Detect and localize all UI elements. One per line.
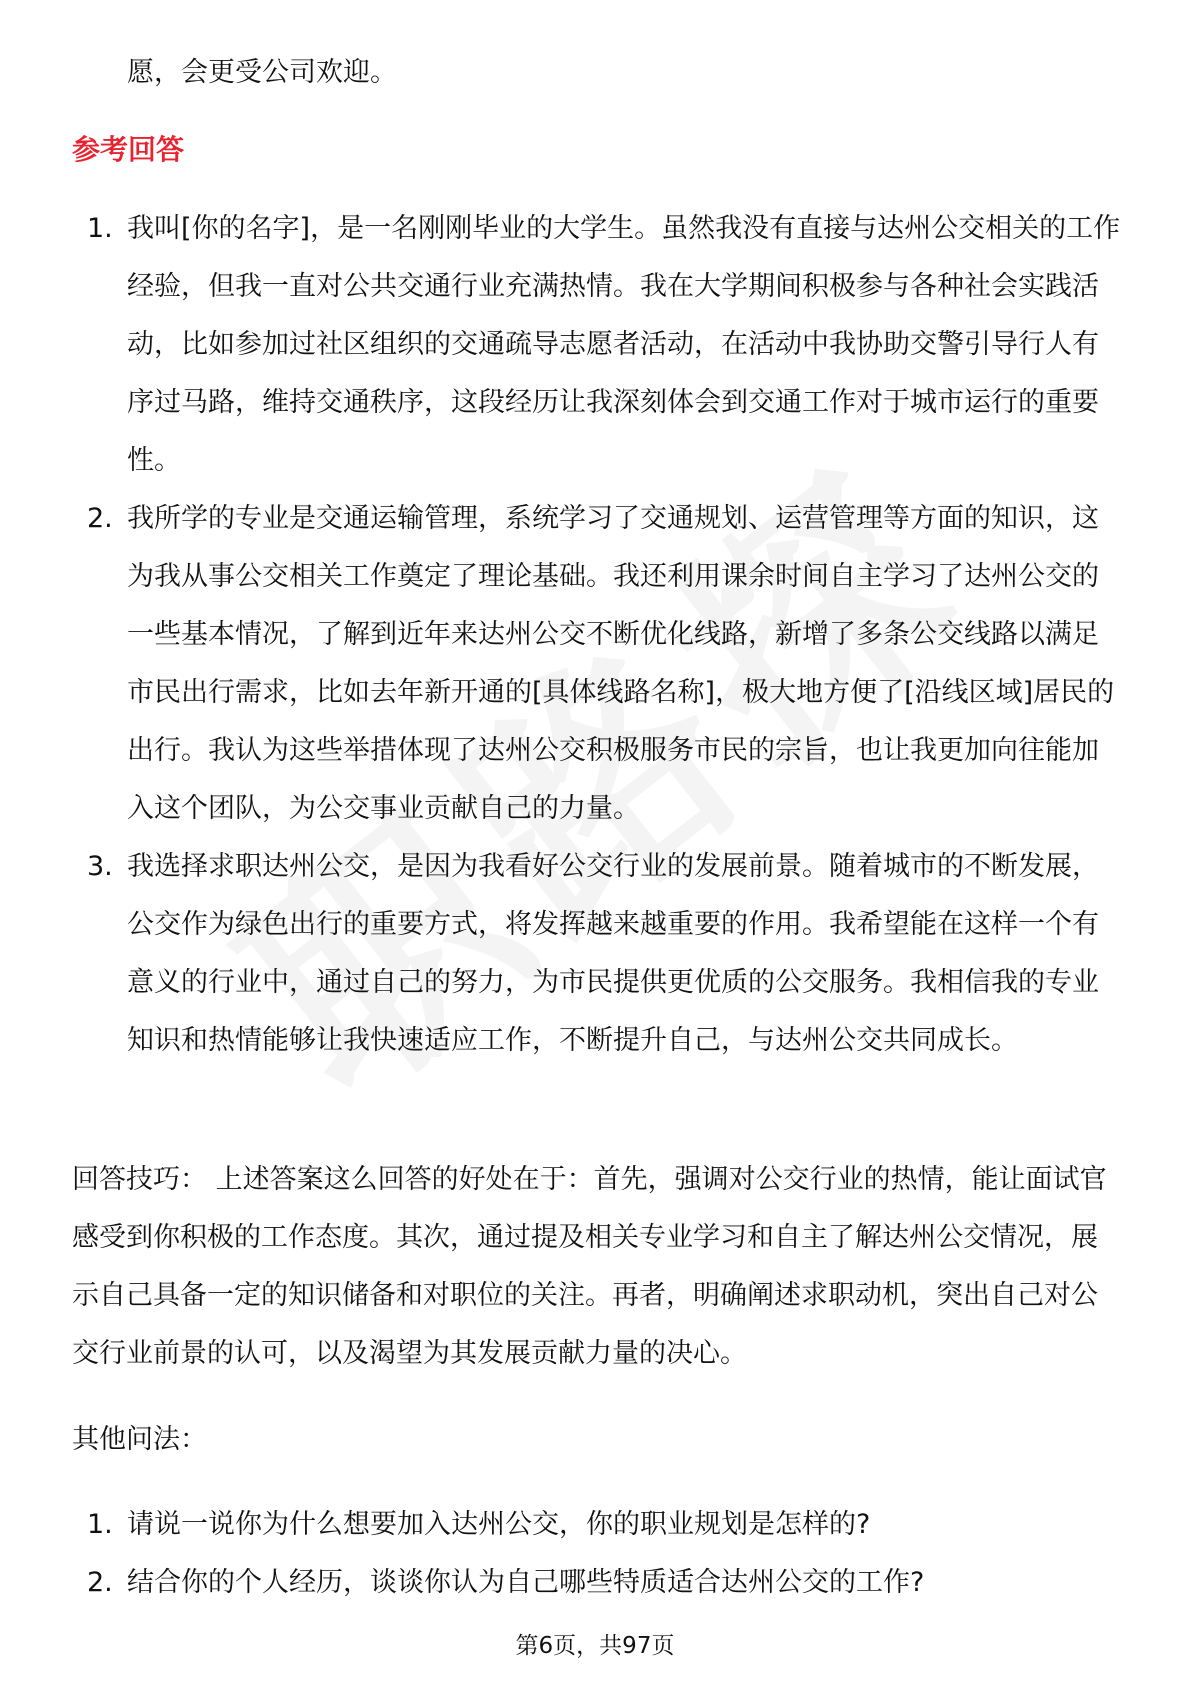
other-questions-label: 其他问法： [72,1424,207,1455]
answer-tips-paragraph: 回答技巧： 上述答案这么回答的好处在于：首先，强调对公交行业的热情，能让面试官感受到你积极的工作态度。其次，通过提及相关专业学习和自主了解达州公交情况，展示自己具备一定的知识储备和对职位的关注。再者，明确阐述求职动机，突出自己对公交行业前景的认可，以及渴望为其发展贡献力量的决心。 [72,1164,1107,1369]
question-number: 1. [87,1509,113,1540]
answer-text: 我所学的专业是交通运输管理，系统学习了交通规划、运营管理等方面的知识，这为我从事公交相关工作奠定了理论基础。我还利用课余时间自主学习了达州公交的一些基本情况，了解到近年来达州公交不断优化线路，新增了多条公交线路以满足市民出行需求，比如去年新开通的[具体线路名称]，极大地方便了[沿线区域]居民的出行。我认为这些举措体现了达州公交积极服务市民的宗旨，也让我更加向往能加入这个团队，为公交事业贡献自己的力量。 [127,503,1115,824]
answer-number: 3. [87,851,113,882]
answer-text: 我叫[你的名字]，是一名刚刚毕业的大学生。虽然我没有直接与达州公交相关的工作经验，但我一直对公共交通行业充满热情。我在大学期间积极参与各种社会实践活动，比如参加过社区组织的交通疏导志愿者活动，在活动中我协助交警引导行人有序过马路，维持交通秩序，这段经历让我深刻体会到交通工作对于城市运行的重要性。 [127,213,1121,476]
answer-item [72,490,1122,838]
other-question-item [72,1554,1122,1612]
page-footer: 第6页，共97页 [515,1633,675,1659]
answer-text: 我选择求职达州公交，是因为我看好公交行业的发展前景。随着城市的不断发展，公交作为绿色出行的重要方式，将发挥越来越重要的作用。我希望能在这样一个有意义的行业中，通过自己的努力，为市民提供更优质的公交服务。我相信我的专业知识和热情能够让我快速适应工作，不断提升自己，与达州公交共同成长。 [127,851,1099,1056]
answer-item [72,200,1122,490]
other-questions-list [72,1496,1122,1612]
answer-item [72,838,1122,1070]
continuation-text: 愿，会更受公司欢迎。 [127,57,397,88]
question-number: 2. [87,1567,113,1598]
answer-number: 1. [87,213,113,244]
question-text: 结合你的个人经历，谈谈你认为自己哪些特质适合达州公交的工作? [127,1567,925,1598]
reference-answer-heading: 参考回答 [72,133,185,166]
answer-number: 2. [87,503,113,534]
other-question-item [72,1496,1122,1554]
answer-list [72,200,1122,1070]
question-text: 请说一说你为什么想要加入达州公交，你的职业规划是怎样的? [127,1509,871,1540]
